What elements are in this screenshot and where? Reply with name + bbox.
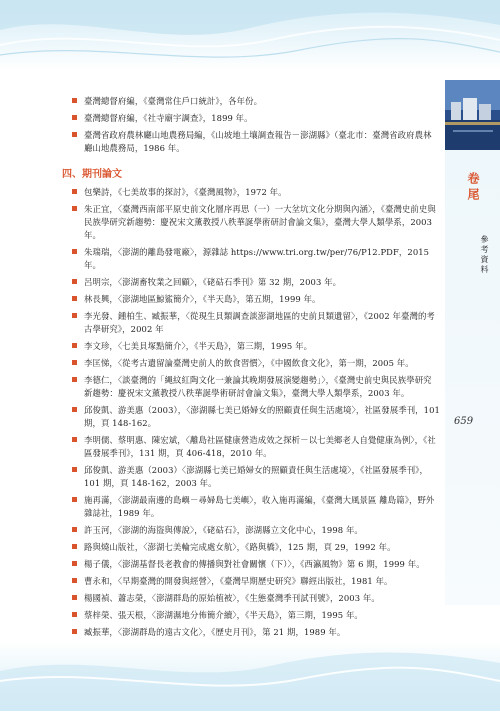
bullet-icon [72, 407, 77, 412]
bullet-icon [72, 189, 77, 194]
wave-pattern-icon [0, 0, 500, 70]
list-item: 李匡悌，〈從考古遺留論臺灣史前人的飲食習慣〉，《中國飲食文化》，第一期，2005 年。 [62, 357, 440, 370]
list-item: 臺灣總督府編，《臺灣常住戶口統計》，各年份。 [62, 95, 440, 108]
list-item: 李明儒、蔡明惠、陳宏斌，〈離島社區健康營造成效之探析－以七美鄉老人自覺健康為例〉，《社區發展季刊》，131 期，頁 406-418，2010 年。 [62, 434, 440, 460]
list-item: 路與燒山版社，〈澎湖七美輪完成處女航〉，《路與橋》，125 期，頁 29，1992 年。 [62, 541, 440, 554]
list-item: 施再滿，〈澎湖最南邊的島嶼－尋婦島七美嶼〉，收入施再滿編，《臺灣大風景區 離島篇》，野外雜誌社，1989 年。 [62, 494, 440, 520]
list-item: 林長興，〈澎湖地區鯨鯊簡介〉，《半天島》，第五期，1999 年。 [62, 293, 440, 306]
section-heading: 四、期刊論文 [62, 169, 122, 180]
bullet-icon [72, 296, 77, 301]
chapter-title: 卷尾 [466, 172, 480, 204]
list-item: 朱瑞瑞，〈澎湖的離島發電廠〉，源雜誌 https://www.tri.org.tw/per/76/P12.PDF，2015 年。 [62, 246, 440, 272]
bullet-icon [72, 313, 77, 318]
harbor-photo [445, 80, 500, 150]
page-number: 659 [454, 416, 474, 427]
bullet-icon [72, 527, 77, 532]
list-item: 李德仁，〈談臺灣的「縄紋紅陶文化一兼論其晚期發展演變趨勢」〉，《臺灣史前史與民族學研究新趨勢：慶祝宋文薰教授八秩華誕學術研討會論文集》，臺灣大學人類學系，2003 年。 [62, 374, 440, 400]
list-item: 臧振華，〈澎湖群島的遠古文化〉，《歷史月刊》，第 21 期，1989 年。 [62, 626, 440, 639]
bullet-icon [72, 206, 77, 211]
list-item: 邱俊凱、游美惠（2003），〈澎湖縣七美已婚婦女的照顧責任與生活處境〉，社區發展季刊，101 期，頁 148-162。 [62, 404, 440, 430]
bullet-icon [72, 437, 77, 442]
bullet-icon [72, 544, 77, 549]
bullet-icon [72, 360, 77, 365]
bullet-icon [72, 115, 77, 120]
list-item: 李光發、鍾柏生、臧振華，〈從現生貝類調查談澎湖地區的史前貝類遺留〉，《2002 年臺灣的考古學研究》，2002 年 [62, 310, 440, 336]
bullet-icon [72, 612, 77, 617]
bullet-icon [72, 279, 77, 284]
list-item: 楊子儀，〈澎湖基督長老教會的傳播與對社會關懷（下）〉，《西瀛風物》第 6 期，1999 年。 [62, 558, 440, 571]
list-item: 曹永和，〈早期臺灣的開發與經營〉，《臺灣早期歷史研究》聯經出版社，1981 年。 [62, 575, 440, 588]
list-item: 朱正宜，〈臺灣西南部平原史前文化層序再思（一）一大坌坑文化分期與內涵〉，《臺灣史前史與民族學研究新趨勢：慶祝宋文薰教授八秩華誕學術研討會論文集》，臺灣大學人類學系，2003 年。 [62, 203, 440, 242]
bullet-icon [72, 98, 77, 103]
list-item: 蔡梓榮、張天根，〈澎湖濕地分佈簡介續〉，《半天島》，第三期，1995 年。 [62, 609, 440, 622]
bullet-icon [72, 343, 77, 348]
bullet-icon [72, 629, 77, 634]
bullet-icon [72, 578, 77, 583]
list-item: 臺灣省政府農林廳山地農務局編，《山坡地土壤調查報告－澎湖縣》（臺北市：臺灣省政府農林廳山地農務局，1986 年。 [62, 129, 440, 155]
bullet-icon [72, 595, 77, 600]
bullet-icon [72, 561, 77, 566]
list-item: 李文珍，〈七美貝塚點簡介〉，《半天島》，第三期，1995 年。 [62, 340, 440, 353]
chapter-subtitle: 參考資料 [480, 235, 489, 275]
list-item: 楊國禎、蕭志榮，〈澎湖群島的原始植被〉，《生態臺灣季刊試刊號》，2003 年。 [62, 592, 440, 605]
wave-pattern-icon [0, 641, 500, 711]
list-item: 呂明宗，〈澎湖畜牧業之回顧〉，《硓𥑮石季刊》第 32 期，2003 年。 [62, 276, 440, 289]
top-wave-decoration [0, 0, 500, 70]
list-item: 臺灣總督府編，《社寺廟宇調查》，1899 年。 [62, 112, 440, 125]
list-item: 許玉河，〈澎湖的海盜與傳說〉，《硓𥑮石》，澎湖縣立文化中心，1998 年。 [62, 524, 440, 537]
list-item: 包樂詩，《七美故事的探討》，《臺灣風物》，1972 年。 [62, 186, 440, 199]
list-item: 邱俊凱、游美惠（2003）〈澎湖縣七美已婚婦女的照顧責任與生活處境〉，《社區發展季刊》，101 期，頁 148-162，2003 年。 [62, 464, 440, 490]
chapter-side-tab [445, 150, 500, 605]
bullet-icon [72, 132, 77, 137]
bottom-wave-decoration [0, 641, 500, 711]
bullet-icon [72, 377, 77, 382]
bullet-icon [72, 467, 77, 472]
reference-list [62, 95, 440, 643]
bullet-icon [72, 497, 77, 502]
bullet-icon [72, 249, 77, 254]
